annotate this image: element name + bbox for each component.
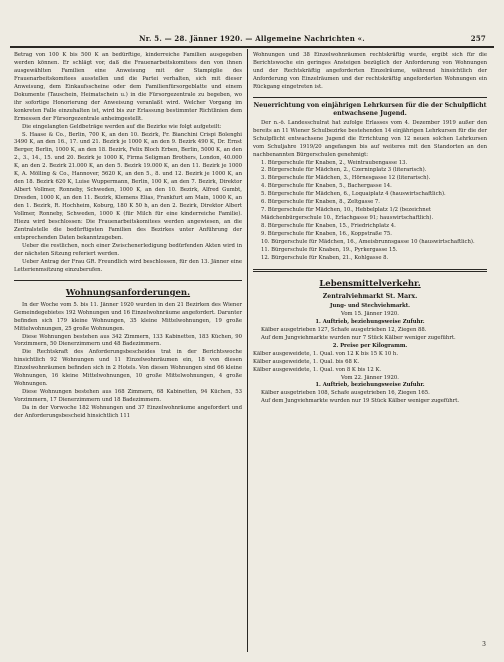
market-title: Zentralviehmarkt St. Marx.: [322, 292, 418, 300]
left-paragraph: Diese Wohnungen bestehen aus 168 Zimmern, 68 Kabinetten, 94 Küchen, 53 Vorzimmern, 17 Dienerzimmern und 18 Badezimmern.: [14, 389, 242, 404]
list-item: 11. Bürgerschule für Knaben, 19., Pyrkergasse 15.: [261, 247, 398, 254]
running-header: [10, 32, 494, 46]
right-paragraph: Wohnungen und 38 Einzelwohnräumen rechtskräftig wurde, ergibt sich für die Berichtswoche ein geringes Ansteigen bezüglich der Anforderung von Wohnungen und der Rechtskräftig angeforderten Einzelräume, während hinsichtlich der Anforderung von Einzelräumen und der rechtskräftig angeforderten Wohnungen ein Rückgang eingetreten ist.: [253, 52, 487, 90]
column-divider: [247, 49, 248, 652]
running-head: Nr. 5. — 28. Jänner 1920. — Allgemeine Nachrichten «.: [139, 34, 365, 43]
left-paragraph: Ueber die restlichen, noch einer Zwischenerledigung bedürfenden Akten wird in der nächsten Sitzung referiert werden.: [14, 242, 242, 257]
market-subtitle: Jung- und Stechviehmarkt.: [329, 302, 411, 309]
header-rule: [10, 46, 494, 48]
report-date: Vom 15. Jänner 1920.: [341, 310, 399, 317]
donations-list: S. Haase & Co., Berlin, 700 K, an den 10. Bezirk, Fr. Bianchini Crispi Bolenghi 3490 K, an den 16., 17. und 21. Bezirk je 1000 K, an den 9. Bezirk 490 K, Dr. Ernst Berger, Berlin, 1000 K, an den 18. Bezirk, Felix Bloch Erben, Berlin, 5000 K, an den 2., 3., 14., 15. und 20. Bezirk je 1000 K, Firma Seligman Brothers, London, 40.000 K, an den 2. Bezirk 21.000 K, an den 5. Bezirk 19.000 K, an den 11. Bezirk je 1000 K, A. Mölling & Co., Hannover, 5620 K, an den 5., 8. und 12. Bezirk je 1000 K, an den 18. Bezirk 620 K, Luise Wuppermann, Berlin, 100 K, an den 7. Bezirk, Direktor Albert Vollmer, Ronneby, Schweden, 1000 K, an den 10. Bezirk, Alfred Gumbt, Dresden, 1000 K, an den 11. Bezirk, Klemens Elias, Frankfurt am Main, 1000 K, an den 1. Bezirk, R. Hochheim, Koburg, 180 K 50 h, an den 2. Bezirk, Direktor Albert Vollmer, Ronneby, Schweden, 1000 K (für Milch für eine kinderreiche Familie). Hiezu wird beschlossen: Die Frauenarbeitskomitees werden angewiesen, an die Zentralstelle die bedürftigsten Familien des Bezirkes unter Anführung der entsprechenden Daten bekanntzugeben.: [14, 131, 242, 241]
list-item: 12. Bürgerschule für Knaben, 21., Kohlgasse 8.: [261, 254, 389, 261]
left-paragraph: In der Woche vom 5. bis 11. Jänner 1920 wurden in den 21 Bezirken des Wiener Gemeindegebietes 192 Wohnungen und 16 Einzelwohnräume angefordert. Darunter befinden sich 179 kleine Wohnungen, 35 kleine Mittelwohnungen, 19 große Mittelwohnungen, 25 große Wohnungen.: [14, 301, 242, 332]
subheading: 1. Auftrieb, beziehungsweise Zufuhr.: [315, 318, 425, 325]
section-heading-lebensmittelverkehr: Lebensmittelverkehr.: [319, 278, 421, 289]
right-column: [253, 52, 487, 406]
price-line: Kälber ausgeweidete, 1. Qual. von 12 K bis 15 K 10 h.: [253, 350, 399, 357]
left-paragraph: Da in der Vorwoche 182 Wohnungen und 37 Einzelwohnräume angefordert und der Anforderungsbescheid hinsichtlich 111: [14, 405, 242, 420]
left-column: [14, 52, 242, 421]
right-paragraph: Auf dem Jungviehmarkte wurden nur 19 Stück Kälber weniger zugeführt.: [261, 398, 460, 405]
school-list: [253, 160, 487, 263]
report-date: Vom 22. Jänner 1920.: [341, 374, 399, 381]
subheading: 1. Auftrieb, beziehungsweise Zufuhr.: [315, 382, 425, 389]
list-item: 3. Bürgerschule für Mädchen, 3., Hörnesgasse 12 (literarisch).: [261, 175, 431, 182]
page-number: 257: [470, 34, 486, 43]
section-divider: [253, 97, 487, 98]
section-heading-lehrkurse: Neuerrichtung von einjährigen Lehrkursen für die der Schulpflicht entwachsene Jugend.: [253, 101, 487, 117]
list-item: 1. Bürgerschule für Knaben, 2., Weintraubengasse 13.: [261, 159, 408, 166]
footer-number: 3: [482, 641, 486, 648]
right-paragraph: Kälber ausgetrieben 108, Schafe ausgetrieben 16, Ziegen 165.: [261, 390, 430, 397]
list-item: 6. Bürgerschule für Knaben, 8., Zeltgasse 7.: [261, 199, 380, 206]
list-item: 7. Bürgerschule für Mädchen, 10., Hebbelplatz 1/2 (bezeichnet Mädchenbürgerschule 10., Erlachgasse 91; hauswirtschaftlich).: [261, 207, 434, 222]
left-paragraph: Betrag von 100 K bis 500 K an bedürftige, kinderreiche Familien ausgegeben werden können. Er schlägt vor, daß die Frauenarbeitskomitees den von ihnen ausgewählten Familien eine Anweisung mit der Stampiglie des Frauenarbeitskomitees ausstellen und die Partei verhalten, sich mit dieser Anweisung, dem Einkaufsscheine oder dem Familienfürsorgeblatte und einem Dokumente (Tauschein, Heimatschein u.) in die Fürsorgezentrale zu begeben, wo ihr sofortige Honorierung der Anweisung veranlaßt wird. Welcher Vorgang im konkreten Falle einzuhalten ist, wird bis zur Erlassung bestimmter Richtlinien dem Ermessen der Fürsorgezentrale anheimgestellt.: [14, 52, 242, 122]
section-divider: [14, 280, 242, 281]
left-paragraph: Die Rechtskraft des Anforderungsbescheides trat in der Berichtswoche hinsichtlich 92 Wohnungen und 11 Einzelwohnräumen ein, 18 von diesen Einzelwohnräumen befinden sich in 2 Hotels. Von diesen Wohnungen sind 66 kleine Wohnungen, 16 kleine Mittelwohnungen, 10 große Mittelwohnungen, 4 große Wohnungen.: [14, 349, 242, 388]
price-line: Kälber ausgeweidete, 1. Qual. bis 68 K.: [253, 358, 360, 365]
section-heading-wohnungsanforderungen: Wohnungsanforderungen.: [65, 287, 191, 298]
list-item: 2. Bürgerschule für Mädchen, 2., Czerninplatz 3 (literarisch).: [261, 167, 427, 174]
left-paragraph: Die eingelangten Geldbeträge werden auf die Bezirke wie folgt aufgeteilt:: [22, 123, 222, 130]
left-paragraph: Diese Wohnungen bestehen aus 342 Zimmern, 133 Kabinetten, 183 Küchen, 90 Vorzimmern, 50 Dienerzimmern und 48 Badezimmern.: [14, 333, 242, 348]
right-paragraph: Kälber ausgetrieben 127, Schafe ausgetrieben 12, Ziegen 88.: [261, 326, 427, 333]
subheading: 2. Preise per Kilogramm.: [332, 342, 408, 349]
list-item: 5. Bürgerschule für Mädchen, 6., Loquaiplatz 4 (hauswirtschaftlich).: [261, 191, 446, 198]
section-divider: [253, 269, 487, 272]
left-paragraph: Ueber Antrag der Frau GR. Freundlich wird beschlossen, für den 13. Jänner eine Letterienmsitzung einzuberufen.: [14, 258, 242, 273]
right-paragraph: Auf dem Jungviehmarkte wurden nur 7 Stück Kälber weniger zugeführt.: [261, 334, 456, 341]
price-line: Kälber ausgeweidete, 1. Qual. von 8 K bis 12 K.: [253, 366, 382, 373]
list-item: 4. Bürgerschule für Knaben, 5., Bachergasse 14.: [261, 183, 392, 190]
list-item: 9. Bürgerschule für Knaben, 16., Koppstraße 75.: [261, 231, 392, 238]
right-paragraph: Der n.-ö. Landesschulrat hat zufolge Erlasses vom 4. Dezember 1919 außer den bereits an 11 Wiener Schulbezirke bestehenden 14 einjährigen Lehrkursen für die der Schulpflicht entwachsene Jugend die Errichtung von 12 neuen solchen Lehrkursen vom Schuljahre 1919/20 angefangen bis auf weiteres mit den Standorten an den nachbenannten Bürgerschulen genehmigt:: [253, 119, 487, 158]
list-item: 10. Bürgerschule für Mädchen, 16., Ameisbrunnsgasse 10 (hauswirtschaftlich).: [261, 239, 475, 246]
list-item: 8. Bürgerschule für Knaben, 15., Friedrichplatz 4.: [261, 223, 396, 230]
